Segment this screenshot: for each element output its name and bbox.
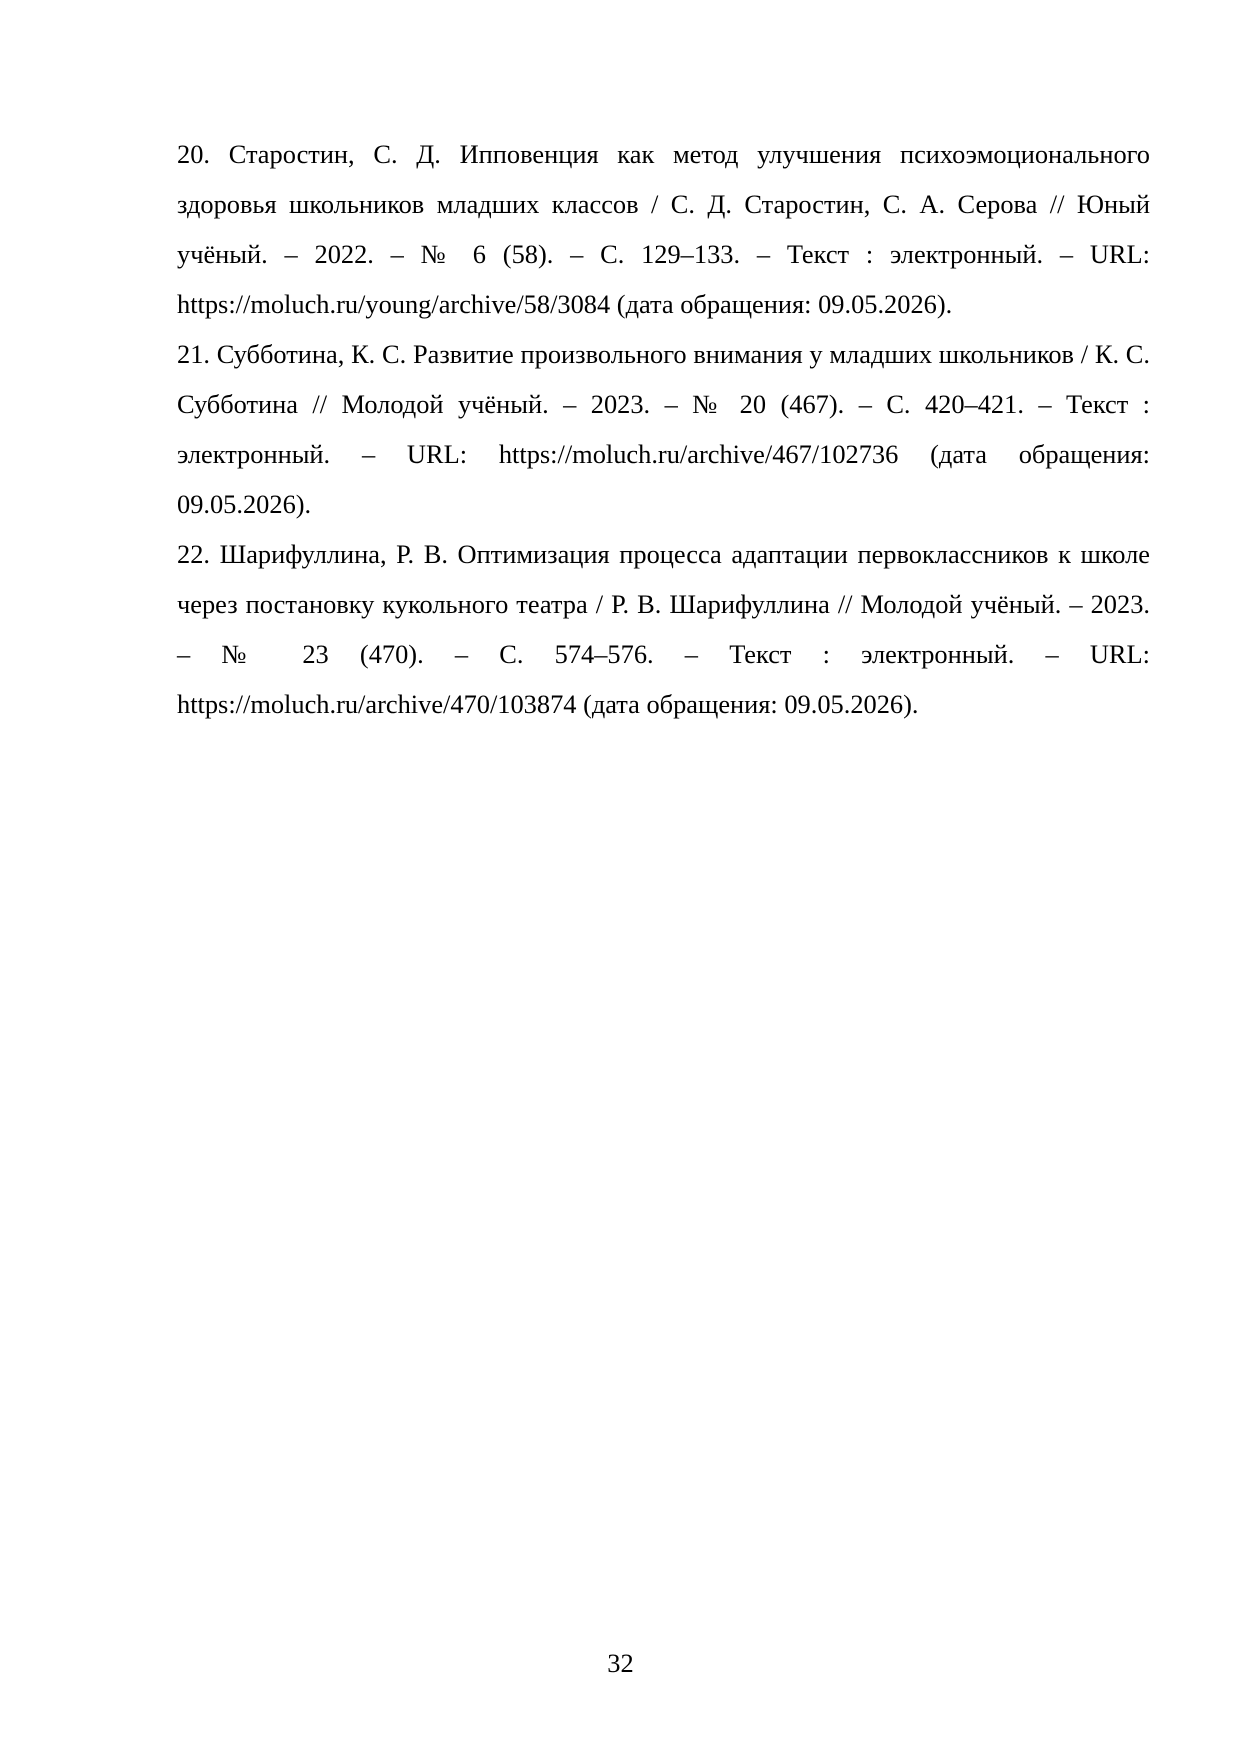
reference-list [177, 129, 1150, 729]
reference-item-20: 20. Старостин, С. Д. Ипповенция как метод улучшения психоэмоционального здоровья школьников младших классов / С. Д. Старостин, С. А. Серова // Юный учёный. – 2022. – № 6 (58). – С. 129–133. – Текст : электронный. – URL: https://moluch.ru/young/archive/58/3084 (дата обращения: 09.05.2026). [177, 139, 1150, 319]
page-number: 32 [607, 1648, 634, 1678]
reference-item-22: 22. Шарифуллина, Р. В. Оптимизация процесса адаптации первоклассников к школе через постановку кукольного театра / Р. В. Шарифуллина // Молодой учёный. – 2023. – № 23 (470). – С. 574–576. – Текст : электронный. – URL: https://moluch.ru/archive/470/103874 (дата обращения: 09.05.2026). [177, 539, 1150, 719]
reference-item-21: 21. Субботина, К. С. Развитие произвольного внимания у младших школьников / К. С. Субботина // Молодой учёный. – 2023. – № 20 (467). – С. 420–421. – Текст : электронный. – URL: https://moluch.ru/archive/467/102736 (дата обращения: 09.05.2026). [177, 339, 1150, 519]
